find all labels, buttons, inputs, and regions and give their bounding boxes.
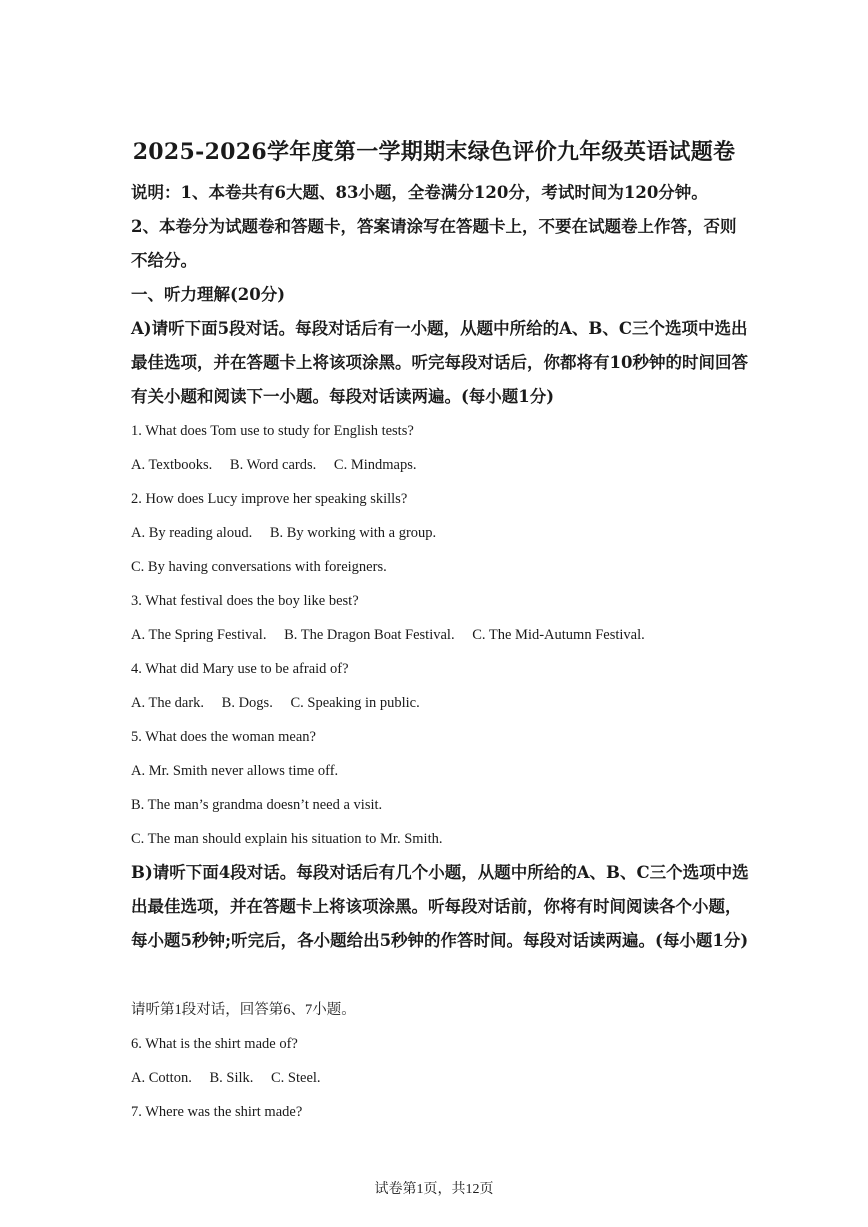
question-1: 1. What does Tom use to study for English tests? — [131, 423, 414, 439]
question-5-option-b: B. The man’s grandma doesn’t need a visit. — [131, 797, 383, 813]
option: C. Mindmaps. — [333, 457, 417, 473]
question-6: 6. What is the shirt made of? — [131, 1036, 298, 1052]
question-3-options — [131, 625, 771, 645]
option: B. Silk. — [209, 1070, 254, 1086]
option: A. The dark. — [131, 695, 205, 711]
page-title: 2025-2026学年度第一学期期末绿色评价九年级英语试题卷 — [132, 139, 736, 165]
option: A. By reading aloud. — [131, 525, 253, 541]
part-b-instructions: B)请听下面4段对话。每段对话后有几个小题，从题中所给的A、B、C三个选项中选出最佳选项，并在答题卡上将该项涂黑。听每段对话前，你将有时间阅读各个小题，每小题5秒钟;听完后，各小题给出5秒钟的作答时间。每段对话读两遍。(每小题1分) — [131, 863, 749, 950]
instructions — [131, 176, 751, 278]
option: C. The Mid-Autumn Festival. — [472, 627, 645, 643]
section-heading-listening: 一、听力理解(20分) — [131, 285, 286, 304]
question-2: 2. How does Lucy improve her speaking skills? — [131, 491, 408, 507]
question-1-options — [131, 455, 771, 475]
instruction-note-1: 说明：1、本卷共有6大题、83小题，全卷满分120分，考试时间为120分钟。 — [131, 183, 708, 202]
option: A. Textbooks. — [131, 457, 213, 473]
option: B. By working with a group. — [269, 525, 437, 541]
question-4: 4. What did Mary use to be afraid of? — [131, 661, 349, 677]
question-6-options — [131, 1068, 771, 1088]
part-a-instructions: A)请听下面5段对话。每段对话后有一小题，从题中所给的A、B、C三个选项中选出最佳选项，并在答题卡上将该项涂黑。听完每段对话后，你都将有10秒钟的时间回答有关小题和阅读下一小题。每段对话读两遍。(每小题1分) — [131, 319, 748, 406]
page-footer: 试卷第1页，共12页 — [374, 1182, 494, 1197]
option: A. The Spring Festival. — [131, 627, 267, 643]
option: B. The Dragon Boat Festival. — [284, 627, 455, 643]
question-4-options — [131, 693, 771, 713]
question-2-option-c: C. By having conversations with foreigners. — [131, 559, 387, 575]
dialog-1-instruction: 请听第1段对话，回答第6、7小题。 — [131, 1002, 356, 1018]
option: C. Steel. — [271, 1070, 321, 1086]
question-2-options — [131, 523, 771, 543]
option: C. Speaking in public. — [290, 695, 420, 711]
option: B. Word cards. — [229, 457, 317, 473]
option: B. Dogs. — [221, 695, 273, 711]
question-5: 5. What does the woman mean? — [131, 729, 316, 745]
question-7: 7. Where was the shirt made? — [131, 1104, 303, 1120]
instruction-note-2: 2、本卷分为试题卷和答题卡，答案请涂写在答题卡上，不要在试题卷上作答，否则不给分。 — [131, 217, 737, 270]
question-5-option-a: A. Mr. Smith never allows time off. — [131, 763, 339, 779]
question-5-option-c: C. The man should explain his situation to Mr. Smith. — [131, 831, 443, 847]
option: A. Cotton. — [131, 1070, 192, 1086]
question-3: 3. What festival does the boy like best? — [131, 593, 359, 609]
